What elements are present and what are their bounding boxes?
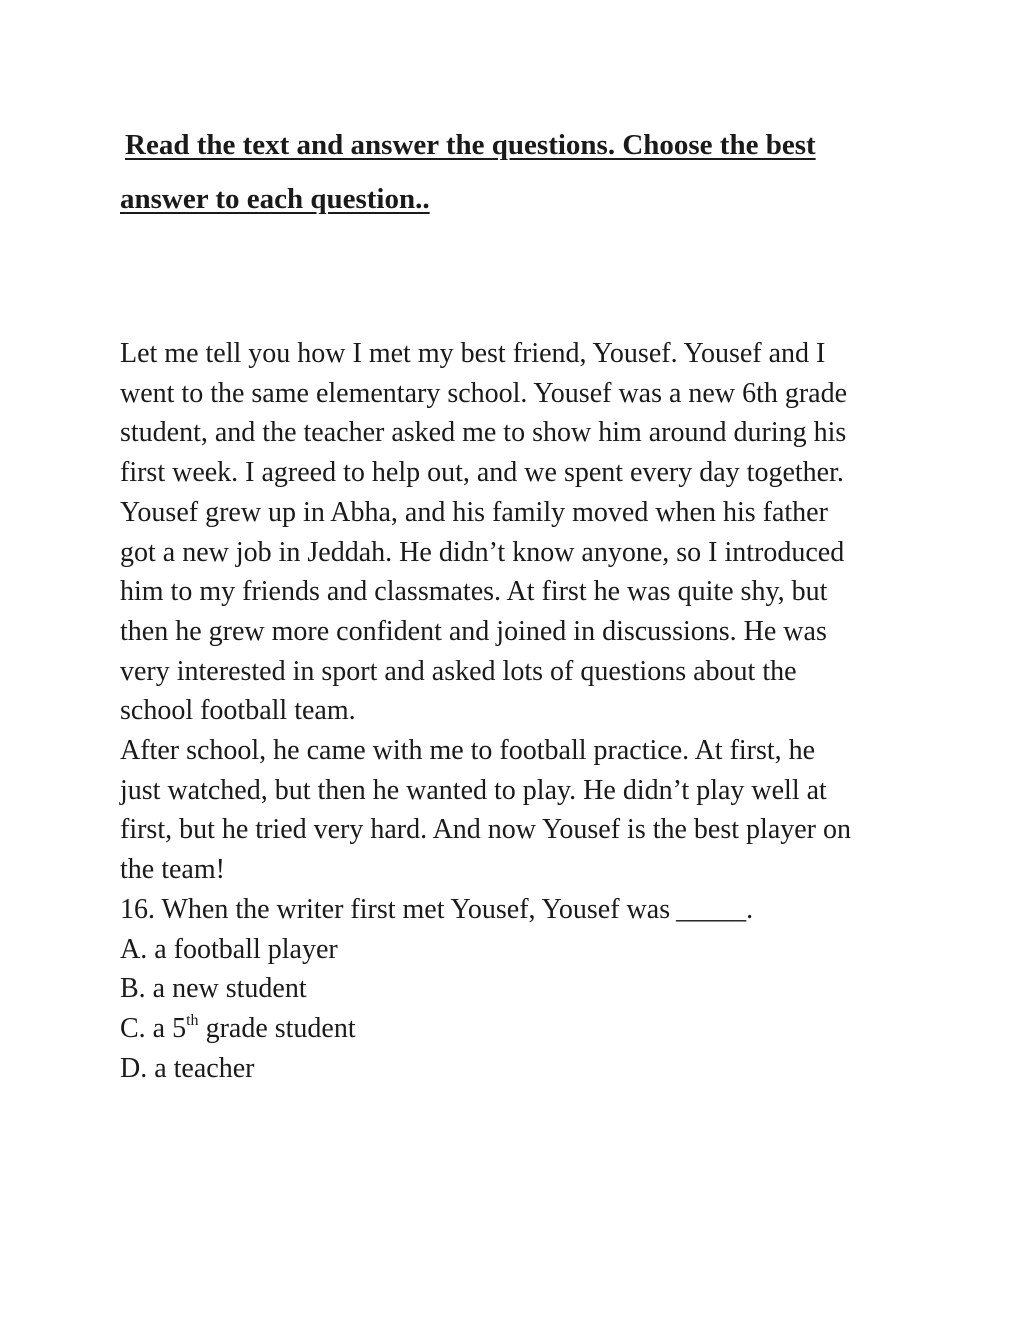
passage-line: After school, he came with me to football practice. At first, he xyxy=(120,735,816,767)
instructions-line-1: Read the text and answer the questions. Choose the best xyxy=(125,129,816,161)
passage-line: just watched, but then he wanted to play. He didn’t play well at xyxy=(120,774,827,806)
passage-line: Let me tell you how I met my best friend, Yousef. Yousef and I xyxy=(120,338,826,369)
option-b: B. a new student xyxy=(120,973,307,1005)
passage-line: very interested in sport and asked lots of questions about the xyxy=(120,655,797,687)
passage-line: first week. I agreed to help out, and we spent every day together. xyxy=(120,457,844,489)
passage-line: first, but he tried very hard. And now Yousef is the best player on xyxy=(120,814,851,846)
option-c-prefix: C. a 5 xyxy=(120,1012,187,1044)
option-c-suffix: grade student xyxy=(198,1012,356,1044)
passage-line: school football team. xyxy=(120,695,356,727)
option-c-superscript: th xyxy=(186,1011,199,1029)
question-stem: 16. When the writer first met Yousef, Yousef was xyxy=(120,893,671,925)
instructions-line-2: answer to each question.. xyxy=(120,183,430,215)
passage-line: him to my friends and classmates. At first he was quite shy, but xyxy=(120,576,828,608)
option-d: D. a teacher xyxy=(120,1052,255,1084)
question-stem-line xyxy=(120,890,920,930)
passage-line: student, and the teacher asked me to show him around during his xyxy=(120,417,847,449)
passage-line: the team! xyxy=(120,854,225,886)
passage-line: went to the same elementary school. Yousef was a new 6th grade xyxy=(120,377,848,409)
instructions-heading xyxy=(120,118,910,226)
option-a: A. a football player xyxy=(120,933,338,965)
reading-passage xyxy=(120,334,920,1088)
passage-line: Yousef grew up in Abha, and his family moved when his father xyxy=(120,496,828,528)
passage-line: got a new job in Jeddah. He didn’t know anyone, so I introduced xyxy=(120,536,845,568)
option-c xyxy=(120,1009,920,1049)
answer-blank: _____. xyxy=(676,893,754,925)
passage-line: then he grew more confident and joined in discussions. He was xyxy=(120,615,827,647)
